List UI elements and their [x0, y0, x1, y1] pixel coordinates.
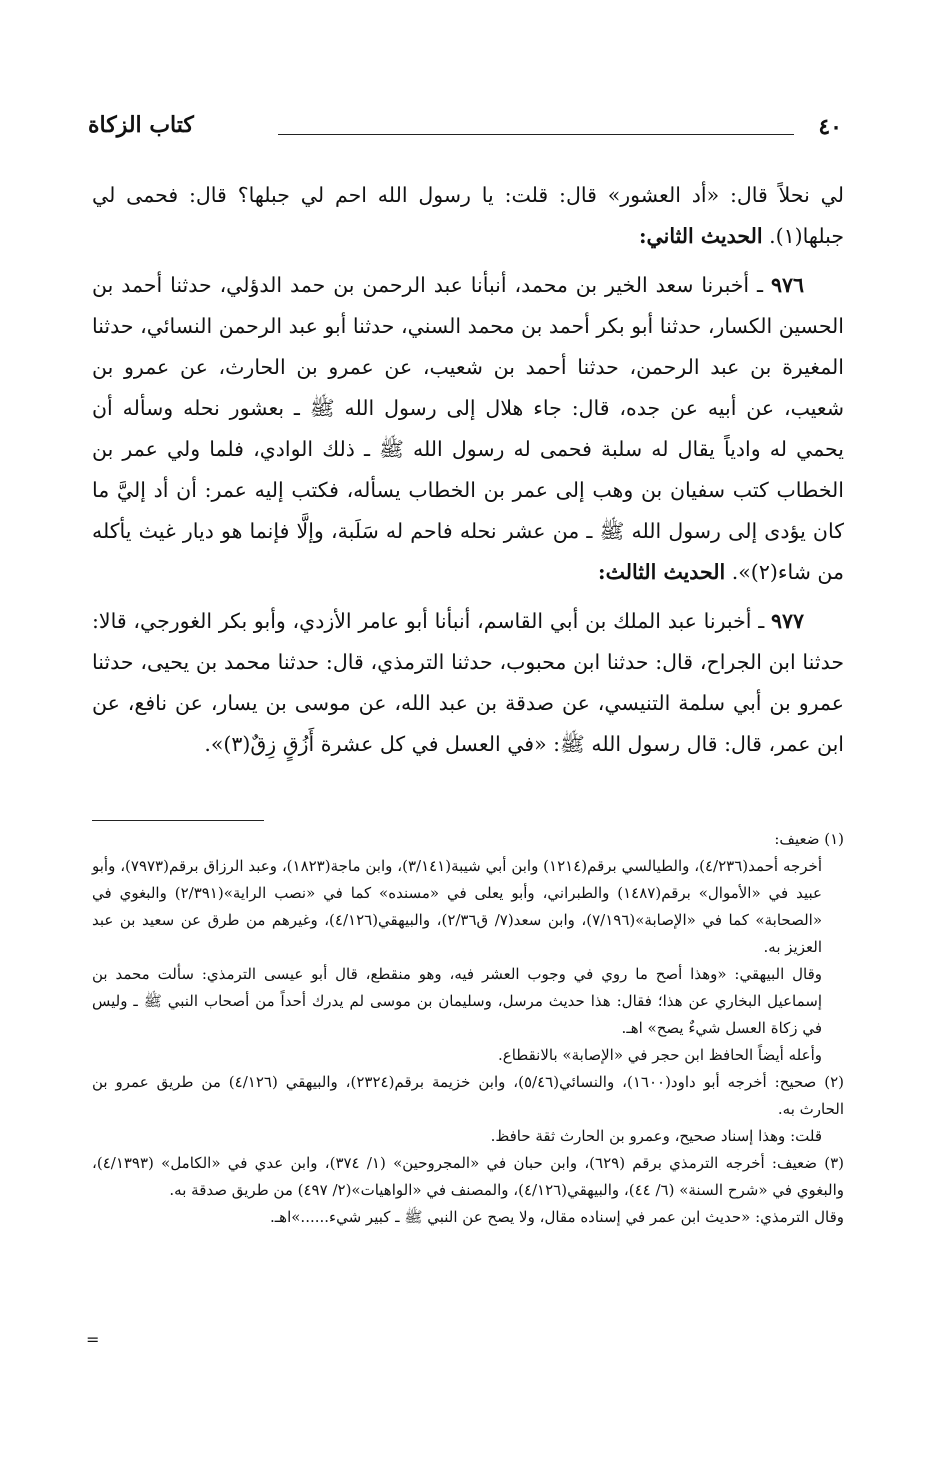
footnote-1-text: وقال البيهقي: «وهذا أصح ما روي في وجوب العشر فيه، وهو منقطع، قال أبو عيسى الترمذي: سألت محمد بن إسماعيل البخاري عن هذا؛ فقال: هذا حديث مرسل، وسليمان بن موسى لم يدرك أحداً من أصحاب النبي ﷺ ـ وليس في زكاة العسل شيءٌ يصح» اهـ.: [92, 965, 822, 1037]
footnote-2-label: (٢) صحيح:: [774, 1073, 844, 1091]
footnote-3-text: أخرجه الترمذي برقم (٦٢٩)، وابن حبان في «المجروحين» (١/ ٣٧٤)، وابن عدي في «الكامل» (٤/١٣٩٣)، والبغوي في «شرح السنة» (٦/ ٤٤)، والبيهقي(٤/١٢٦)، والمصنف في «الواهيات»(٢/ ٤٩٧) من طريق صدقة به.: [92, 1154, 844, 1199]
footnote-1-label: (١) ضعيف:: [774, 830, 844, 848]
footnotes: [92, 826, 844, 1231]
page-number: ٤٠: [818, 114, 842, 140]
hadith-text: ـ أخبرنا عبد الملك بن أبي القاسم، أنبأنا أبو عامر الأزدي، وأبو بكر الغورجي، قالا: حدثنا ابن الجراح، قال: حدثنا ابن محبوب، حدثنا الترمذي، قال: حدثنا محمد بن يحيى، حدثنا عمرو بن أبي سلمة التنيسي، عن صدقة بن عبد الله، عن موسى بن يسار، عن نافع، عن ابن عمر، قال: قال رسول الله ﷺ: «في العسل في كل عشرة أَزُقٍ زِقٌ(٣)».: [92, 609, 844, 756]
hadith-text: ـ أخبرنا سعد الخير بن محمد، أنبأنا عبد الرحمن بن حمد الدؤلي، حدثنا أحمد بن الحسين الكسار، حدثنا أبو بكر أحمد بن محمد السني، حدثنا أبو عبد الرحمن النسائي، حدثنا المغيرة بن عبد الرحمن، حدثنا أحمد بن شعيب، عن عمرو بن الحارث، عن عمرو بن شعيب، عن أبيه عن جده، قال: جاء هلال إلى رسول الله ﷺ ـ بعشور نحله وسأله أن يحمي له وادياً يقال له سلبة فحمى له رسول الله ﷺ ـ ذلك الوادي، فلما ولي عمر بن الخطاب كتب سفيان بن وهب إلى عمر بن الخطاب يسأله، فكتب إليه عمر: أن أد إليَّ ما كان يؤدى إلى رسول الله ﷺ ـ من عشر نحله فاحم له سَلَبة، وإلَّا فإنما هو ديار غيث يأكله من شاء(٢)».: [92, 273, 844, 584]
section-heading: الحديث الثالث:: [598, 560, 726, 584]
footnote-1-text: وأعله أيضاً الحافظ ابن حجر في «الإصابة» بالانقطاع.: [498, 1046, 822, 1064]
section-heading: الحديث الثاني:: [638, 224, 763, 248]
footnote-2-text: قلت: وهذا إسناد صحيح، وعمرو بن الحارث ثقة حافظ.: [490, 1127, 822, 1145]
footnote-2: [92, 1069, 844, 1123]
footnote-3-text: وقال الترمذي: «حديث ابن عمر في إسناده مقال، ولا يصح عن النبي ﷺ ـ كبير شيء......»اهـ.: [270, 1208, 844, 1226]
header-rule: [278, 134, 794, 135]
hadith-number: ٩٧٧: [770, 609, 804, 633]
page-header: [88, 112, 842, 146]
footnote-3: [92, 1150, 844, 1204]
footnote-1-text: أخرجه أحمد(٤/٢٣٦)، والطيالسي برقم(١٢١٤) وابن أبي شيبة(٣/١٤١)، وابن ماجة(١٨٢٣)، وعبد الرزاق برقم(٧٩٧٣)، وأبو عبيد في «الأموال» برقم(١٤٨٧) والطبراني، وأبو يعلى في «مسنده» كما في «نصب الراية»(٢/٣٩١) والبغوي في «الصحابة» كما في «الإصابة»(٧/١٩٦)، وابن سعد(٧/ ق٢/٣٦)، والبيهقي(٤/١٢٦)، وغيرهم من طرق عن سعيد بن عبد العزيز به.: [92, 857, 823, 956]
book-title: كتاب الزكاة: [88, 112, 194, 138]
footnote-separator: [92, 820, 264, 821]
footnote-3-label: (٣) ضعيف:: [771, 1154, 845, 1172]
hadith-976: [92, 265, 844, 593]
footnote-2-text: أخرجه أبو داود(١٦٠٠)، والنسائي(٥/٤٦)، وابن خزيمة برقم(٢٣٢٤)، والبيهقي (٤/١٢٦) من طريق عمرو بن الحارث به.: [92, 1073, 844, 1118]
continuation-mark: =: [86, 1330, 100, 1349]
hadith-number: ٩٧٦: [770, 273, 804, 297]
paragraph-text: لي نحلاً قال: «أد العشور» قال: قلت: يا رسول الله احم لي جبلها؟ قال: فحمى لي جبلها(١).: [92, 183, 844, 248]
hadith-977: [92, 601, 844, 765]
paragraph-continuation: [92, 175, 844, 257]
main-text: [92, 175, 844, 765]
